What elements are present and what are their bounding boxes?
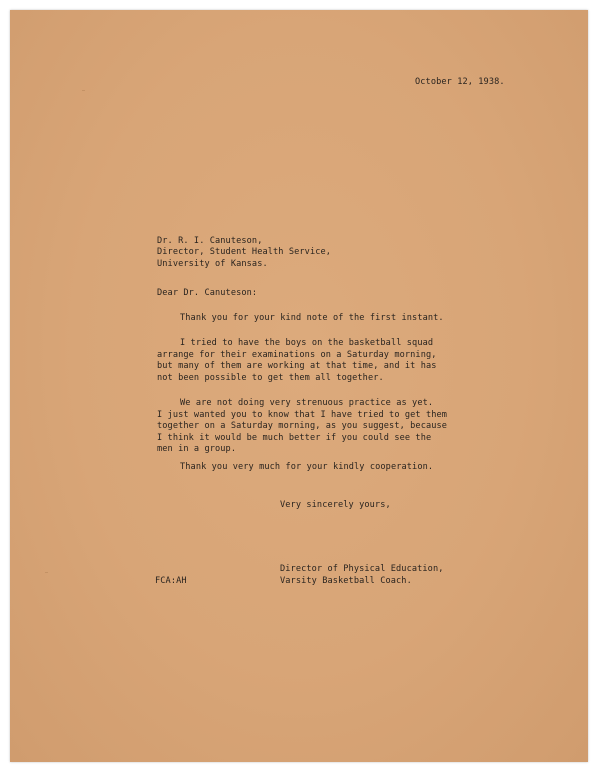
paragraph-line: We are not doing very strenuous practice as yet.	[180, 398, 434, 408]
recipient-line: University of Kansas.	[157, 259, 268, 269]
signature-line: Director of Physical Education,	[280, 564, 444, 574]
paragraph-line: I think it would be much better if you could see the	[157, 433, 432, 443]
paragraph-line: men in a group.	[157, 444, 237, 454]
recipient-line: Dr. R. I. Canuteson,	[157, 236, 263, 246]
paragraph-line: but many of them are working at that time, and it has	[157, 361, 437, 371]
letter-date: October 12, 1938.	[415, 77, 505, 87]
paragraph-line: arrange for their examinations on a Saturday morning,	[157, 350, 437, 360]
paper-speck	[82, 90, 85, 91]
paragraph-line: not been possible to get them all together.	[157, 373, 384, 383]
recipient-line: Director, Student Health Service,	[157, 247, 332, 257]
paragraph-line: together on a Saturday morning, as you suggest, because	[157, 421, 448, 431]
paper-speck	[45, 572, 48, 573]
paragraph-line: Thank you very much for your kindly cooperation.	[180, 462, 434, 472]
signature-line: Varsity Basketball Coach.	[280, 576, 412, 586]
reference-initials: FCA:AH	[155, 576, 187, 586]
paragraph-line: I just wanted you to know that I have tried to get them	[157, 410, 448, 420]
letter-page	[10, 10, 588, 762]
paragraph-line: I tried to have the boys on the basketball squad	[180, 338, 434, 348]
paragraph-line: Thank you for your kind note of the first instant.	[180, 313, 444, 323]
closing: Very sincerely yours,	[280, 500, 391, 510]
salutation: Dear Dr. Canuteson:	[157, 288, 258, 298]
